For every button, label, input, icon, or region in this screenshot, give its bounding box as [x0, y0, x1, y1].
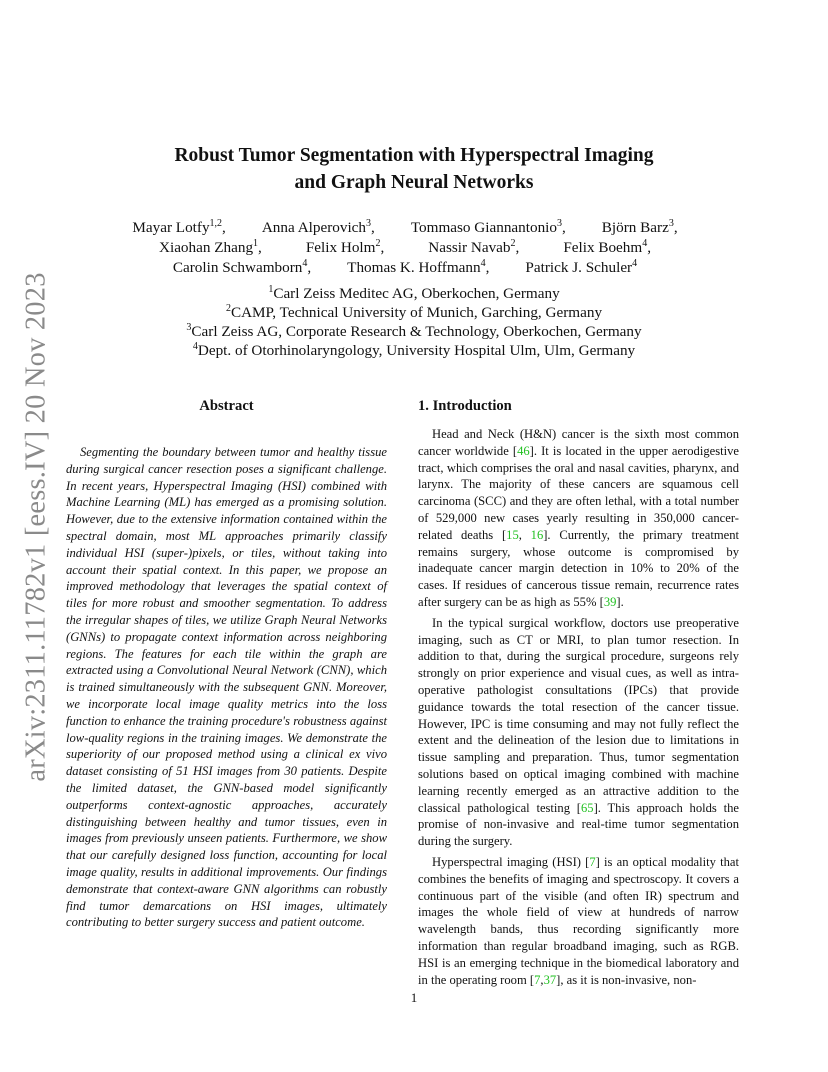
author-name-text: Felix Holm — [305, 239, 376, 256]
affiliation-text: Carl Zeiss AG, Corporate Research & Technology, Oberkochen, Germany — [191, 323, 642, 340]
paragraph-text: ] is an optical modality that combines the benefits of imaging and spectroscopy. It covers a continuous part of the visible (and often IR) spectrum and images the whole field of view at hundreds of narrow wavelength bands, thus recording significantly more information than regular broadband imaging, such as RGB. HSI is an emerging technique in the biomedical laboratory and in the operating room [ — [418, 854, 739, 987]
author-name-text: Thomas K. Hoffmann — [347, 259, 481, 276]
author-separator: , — [307, 259, 312, 276]
author-separator: , — [673, 219, 678, 236]
affiliation-sup: 4 — [192, 340, 198, 352]
author-separator: , — [258, 239, 262, 256]
paper-title-line-1: Robust Tumor Segmentation with Hyperspectral Imaging — [174, 145, 654, 166]
paragraph-text: Hyperspectral imaging (HSI) [ — [432, 854, 590, 869]
author-name-text: Felix Boehm — [563, 239, 643, 256]
author-line — [100, 238, 710, 258]
author-separator: , — [485, 259, 490, 276]
author-name — [411, 218, 566, 238]
citation-link[interactable]: 65 — [580, 800, 594, 815]
introduction-paragraph — [418, 426, 739, 611]
author-affiliation-sup: 4 — [480, 257, 486, 269]
citation-link[interactable]: 39 — [603, 594, 617, 609]
paper-title — [0, 142, 828, 196]
author-name-text: Carolin Schwamborn — [172, 259, 303, 276]
introduction-heading: 1. Introduction — [418, 398, 512, 414]
author-name — [306, 238, 384, 258]
affiliation-line — [0, 341, 828, 360]
right-column — [418, 396, 739, 992]
paper-title-line-2: and Graph Neural Networks — [294, 172, 534, 193]
author-affiliation-sup: 3 — [556, 217, 562, 229]
author-affiliation-sup: 4 — [642, 237, 648, 249]
paragraph-text: ], as it is non-invasive, non- — [556, 972, 697, 987]
paragraph-text: ]. This approach holds the promise of non-invasive and real-time tumor segmentation during the surgery. — [418, 800, 739, 849]
author-affiliation-sup: 4 — [302, 257, 308, 269]
author-name-text: Nassir Navab — [428, 239, 511, 256]
paragraph-text: ]. It is located in the upper aerodigestive tract, which comprises the oral and nasal cavities, pharynx, and larynx. The majority of these cancers are squamous cell carcinoma (SCC) and they are often lethal, with a total number of 529,000 new cases yearly resulting in 350,000 cancer-related deaths [ — [418, 443, 739, 542]
affiliation-text: Carl Zeiss Meditec AG, Oberkochen, Germany — [273, 285, 560, 302]
paragraph-text: Head and Neck (H&N) cancer is the sixth most common cancer worldwide [ — [418, 427, 739, 458]
author-name — [132, 218, 225, 238]
author-line — [100, 258, 710, 278]
author-name-text: Anna Alperovich — [261, 219, 367, 236]
introduction-body — [418, 426, 739, 988]
author-affiliation-sup: 3 — [366, 217, 372, 229]
affiliation-sup: 2 — [225, 302, 231, 314]
author-separator: , — [371, 219, 375, 236]
affiliation-sup: 1 — [268, 283, 274, 295]
introduction-paragraph — [418, 615, 739, 850]
citation-link[interactable]: 7 — [534, 972, 541, 987]
citation-link[interactable]: 46 — [517, 443, 530, 458]
author-name — [525, 258, 637, 278]
author-affiliation-sup: 3 — [668, 217, 674, 229]
citation-link[interactable]: 16 — [530, 527, 544, 542]
author-affiliation-sup: 4 — [632, 257, 638, 269]
author-name — [173, 258, 311, 278]
author-name — [262, 218, 375, 238]
affiliation-line — [0, 303, 828, 322]
author-list — [100, 218, 710, 278]
paragraph-text: In the typical surgical workflow, doctors use preoperative imaging, such as CT or MRI, to plan tumor resection. In addition to that, during the surgical procedure, surgeons rely strongly on prior experience and visual cues, as well as intra-operative pathologist consultations (IPCs) that provide guidance towards the total resection of the cancer tissue. However, IPC is time consuming and may not fully reflect the extent and the delineation of the lesion due to limitations in tissue sampling and preparation. Thus, tumor segmentation solutions based on optical imaging combined with machine learning recently emerged as an attractive addition to the classical pathological testing [ — [418, 615, 739, 815]
author-separator: , — [380, 239, 385, 256]
arxiv-identifier-text: arXiv:2311.11782v1 [eess.IV] 20 Nov 2023 — [21, 272, 52, 782]
affiliation-text: CAMP, Technical University of Munich, Garching, Germany — [230, 304, 603, 321]
author-name-text: Tommaso Giannantonio — [410, 219, 557, 236]
affiliation-line — [0, 284, 828, 303]
affiliation-list — [0, 284, 828, 360]
author-name-text: Mayar Lotfy — [132, 219, 210, 236]
page-number: 1 — [410, 990, 418, 1005]
left-column — [66, 396, 387, 931]
author-name — [563, 238, 651, 258]
citation-link[interactable]: 7 — [589, 854, 596, 869]
paragraph-text: , — [540, 972, 544, 987]
author-affiliation-sup: 1 — [253, 237, 259, 249]
author-separator: , — [515, 239, 520, 256]
author-affiliation-sup: 1,2 — [209, 217, 223, 229]
author-name-text: Patrick J. Schuler — [525, 259, 633, 276]
author-name-text: Björn Barz — [601, 219, 669, 236]
author-separator: , — [647, 239, 651, 256]
author-name — [428, 238, 519, 258]
citation-link[interactable]: 37 — [543, 972, 557, 987]
author-affiliation-sup: 2 — [375, 237, 381, 249]
affiliation-line — [0, 322, 828, 341]
citation-link[interactable]: 15 — [506, 527, 519, 542]
introduction-paragraph — [418, 854, 739, 988]
author-affiliation-sup: 2 — [510, 237, 516, 249]
author-name — [347, 258, 489, 278]
author-line — [100, 218, 710, 238]
author-name — [602, 218, 678, 238]
paragraph-text: ]. — [616, 594, 624, 609]
author-separator: , — [561, 219, 566, 236]
author-name-text: Xiaohan Zhang — [159, 239, 254, 256]
author-name — [159, 238, 262, 258]
affiliation-text: Dept. of Otorhinolaryngology, University Hospital Ulm, Ulm, Germany — [197, 342, 636, 359]
abstract-heading: Abstract — [199, 398, 254, 414]
paragraph-text: , — [518, 527, 531, 542]
abstract-body: Segmenting the boundary between tumor and healthy tissue during surgical cancer resection poses a significant challenge. In recent years, Hyperspectral Imaging (HSI) combined with Machine Learning (ML) has emerged as a promising solution. However, due to the extensive information contained within the spectral domain, most ML approaches primarily classify individual HSI (super-)pixels, or tiles, without taking into account their spatial context. In this paper, we propose an improved methodology that leverages the spatial context of tiles for more robust and smoother segmentation. To address the irregular shapes of tiles, we utilize Graph Neural Networks (GNNs) to propagate context information across neighboring regions. The features for each tile within the graph are extracted using a Convolutional Neural Network (CNN), which is trained simultaneously with the subsequent GNN. Moreover, we incorporate local image quality metrics into the loss function to enhance the training procedure's robustness against low-quality regions in the training images. We demonstrate the superiority of our proposed method using a clinical ex vivo dataset consisting of 51 HSI images from 30 patients. Despite the limited dataset, the GNN-based model significantly outperforms context-agnostic approaches, accurately distinguishing between healthy and tumor tissues, even in images from previously unseen patients. Furthermore, we show that our carefully designed loss function, accounting for local image quality, results in additional improvements. Our findings demonstrate that context-aware GNN algorithms can robustly find tumor demarcations on HSI images, ultimately contributing to better surgery success and patient outcome. — [66, 445, 387, 930]
affiliation-sup: 3 — [186, 321, 192, 333]
author-separator: , — [222, 219, 226, 236]
paragraph-text: ]. Currently, the primary treatment remains surgery, whose outcome is compromised by inadequate cancer margin detection in 10% to 20% of the cases. If residues of cancerous tissue remain, recurrence rates after surgery can be as high as 55% [ — [418, 527, 739, 609]
